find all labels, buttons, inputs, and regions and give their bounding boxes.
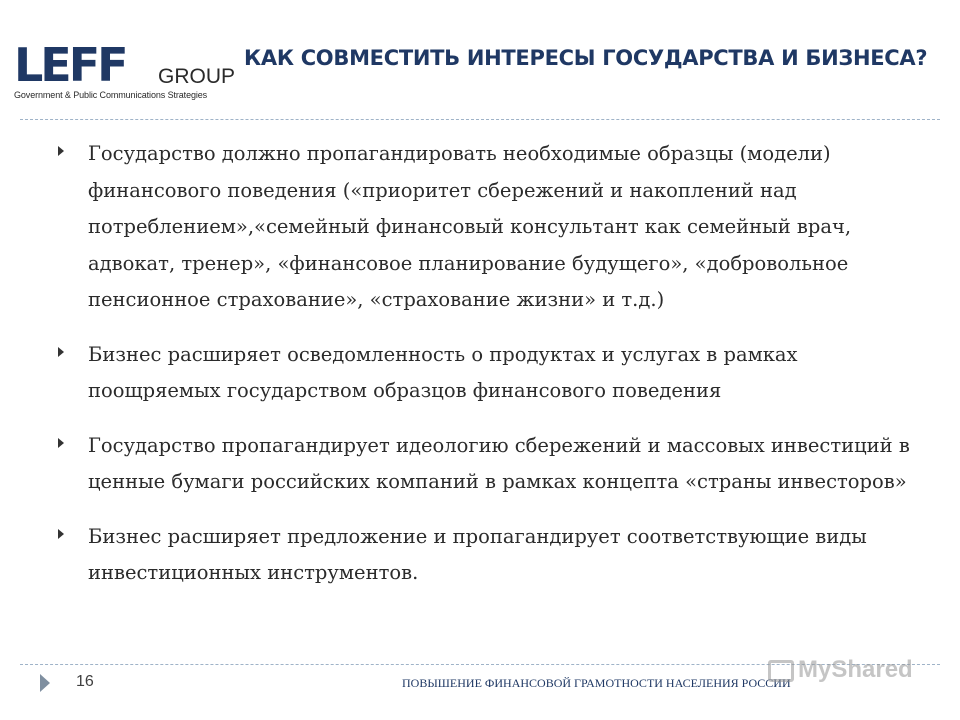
bullet-item (58, 519, 918, 592)
watermark (768, 656, 913, 684)
bullet-item (58, 337, 918, 410)
watermark-text: MyShared (798, 656, 913, 683)
bullet-arrow-icon (58, 438, 64, 448)
bullet-item (58, 428, 918, 501)
logo-group-word: GROUP (158, 65, 236, 88)
footer-triangle-icon (40, 674, 50, 692)
bullet-arrow-icon (58, 529, 64, 539)
footer-caption: ПОВЫШЕНИЕ ФИНАНСОВОЙ ГРАМОТНОСТИ НАСЕЛЕНИЯ РОССИИ (402, 676, 791, 690)
bullet-arrow-icon (58, 347, 64, 357)
slide-title: КАК СОВМЕСТИТЬ ИНТЕРЕСЫ ГОСУДАРСТВА И БИЗНЕСА? (244, 46, 928, 70)
logo-tagline: Government & Public Communications Strategies (14, 90, 208, 100)
bullet-text: Бизнес расширяет предложение и пропагандирует соответствующие виды инвестиционных инструментов. (88, 524, 867, 584)
watermark-screen-icon (768, 660, 794, 682)
page-number: 16 (76, 673, 94, 690)
logo-letters: LEFF (14, 38, 126, 92)
bullet-arrow-icon (58, 146, 64, 156)
bullet-list (58, 136, 918, 610)
bullet-item (58, 136, 918, 319)
title-divider (20, 119, 940, 120)
bullet-text: Государство пропагандирует идеологию сбережений и массовых инвестиций в ценные бумаги российских компаний в рамках концепта «страны инвесторов» (88, 433, 910, 493)
bullet-text: Бизнес расширяет осведомленность о продуктах и услугах в рамках поощряемых государством образцов финансового поведения (88, 342, 798, 402)
bullet-text: Государство должно пропагандировать необходимые образцы (модели) финансового поведения («приоритет сбережений и накоплений над потреблением»,«семейный финансовый консультант как семейный врач, адвокат, тренер», «финансовое планирование будущего», «добровольное пенсионное страхование», «страхование жизни» и т.д.) (88, 142, 852, 311)
leff-group-logo (12, 38, 236, 104)
